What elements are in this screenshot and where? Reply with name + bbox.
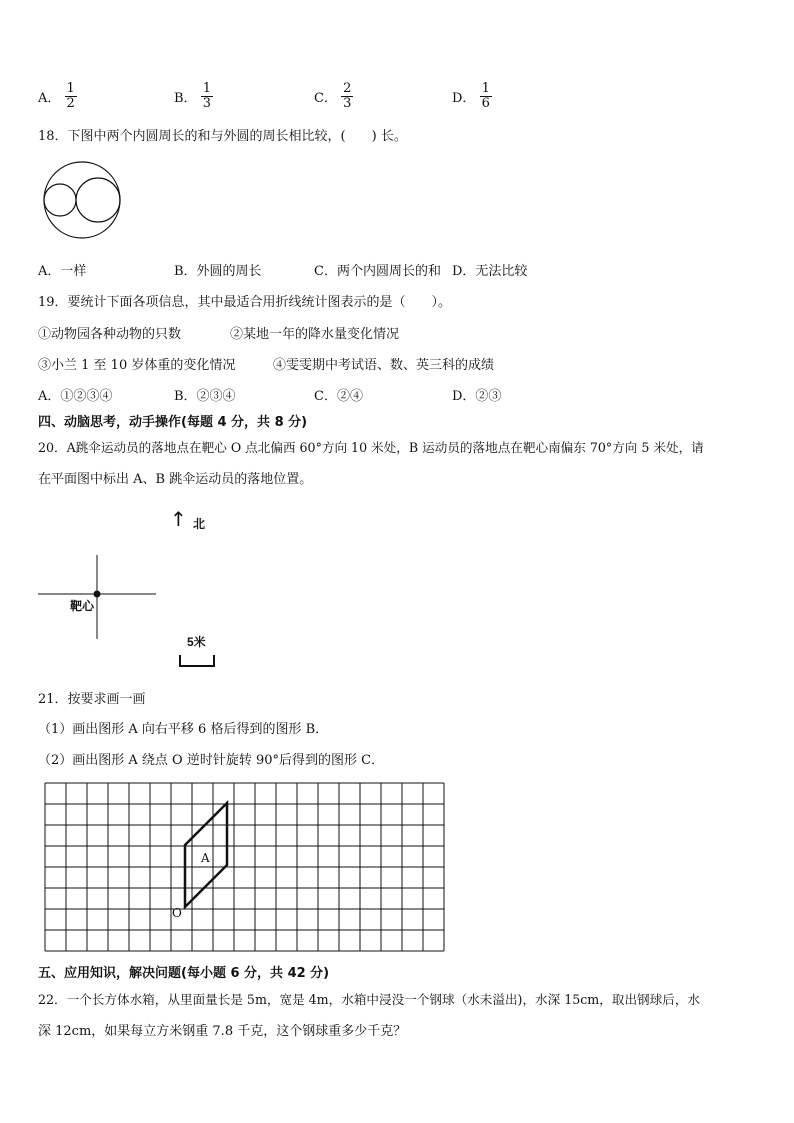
north-arrow-icon: ↑ xyxy=(170,507,187,531)
q17-option-d: D． $\frac{1}{6}$ xyxy=(452,81,490,111)
q22-line-1: 22．一个长方体水箱，从里面量长是 5m，宽是 4m，水箱中浸没一个钢球（水未溢出)，水深 15cm，取出钢球后，水 xyxy=(38,992,701,1007)
q19-stem: 19．要统计下面各项信息，其中最适合用折线统计图表示的是（ ）。 xyxy=(38,295,452,310)
q17-options xyxy=(38,76,598,118)
fraction: $\frac{1}{2}$ xyxy=(66,81,75,111)
fraction: $\frac{1}{6}$ xyxy=(481,81,490,111)
q20-line-2: 在平面图中标出 A、B 跳伞运动员的落地位置。 xyxy=(38,472,313,487)
q20-line-1: 20．A跳伞运动员的落地点在靶心 O 点北偏西 60°方向 10 米处，B 运动员的落地点在靶心南偏东 70°方向 5 米处，请 xyxy=(38,440,704,455)
q17-option-a: A． $\frac{1}{2}$ xyxy=(38,81,75,111)
q21-grid-figure xyxy=(44,782,446,952)
q21-part-2: （2）画出图形 A 绕点 O 逆时针旋转 90°后得到的图形 C． xyxy=(38,753,385,768)
q21-part-1: （1）画出图形 A 向右平移 6 格后得到的图形 B． xyxy=(38,722,329,737)
fraction: $\frac{1}{3}$ xyxy=(202,81,211,111)
target-center-label: 靶心 xyxy=(70,599,95,613)
grid xyxy=(45,783,444,951)
inner-circle-small xyxy=(44,184,76,216)
q19-option-b: B．②③④ xyxy=(174,389,236,404)
q18-circles-figure xyxy=(40,158,126,244)
q19-item-3: ③小兰 1 至 10 岁体重的变化情况 xyxy=(38,358,236,373)
fraction: $\frac{2}{3}$ xyxy=(343,81,352,111)
q19-item-2: ②某地一年的降水量变化情况 xyxy=(230,327,400,342)
q17-option-c: C． $\frac{2}{3}$ xyxy=(314,81,352,111)
section-5-heading: 五、应用知识，解决问题(每小题 6 分，共 42 分) xyxy=(38,966,330,981)
section-4-heading: 四、动脑思考，动手操作(每题 4 分，共 8 分) xyxy=(38,415,308,430)
q18-option-c: C．两个内圆周长的和 xyxy=(314,264,441,279)
shape-a-label: A xyxy=(201,851,210,865)
q22-line-2: 深 12cm，如果每立方米钢重 7.8 千克，这个钢球重多少千克？ xyxy=(38,1024,407,1039)
q19-option-c: C．②④ xyxy=(314,389,363,404)
target-crosshair xyxy=(36,505,236,675)
q18-option-d: D．无法比较 xyxy=(452,264,528,279)
q20-map-figure xyxy=(36,505,236,675)
q19-option-a: A．①②③④ xyxy=(38,389,113,404)
target-center-dot xyxy=(94,591,101,598)
q17-option-b: B． $\frac{1}{3}$ xyxy=(174,81,211,111)
inner-circle-large xyxy=(76,178,120,222)
north-label: 北 xyxy=(193,517,206,531)
q19-item-1: ①动物园各种动物的只数 xyxy=(38,327,182,342)
scale-label: 5米 xyxy=(187,635,206,649)
q21-stem: 21．按要求画一画 xyxy=(38,692,146,707)
q18-option-a: A．一样 xyxy=(38,264,87,279)
q19-item-4: ④雯雯期中考试语、数、英三科的成绩 xyxy=(273,358,495,373)
q19-option-d: D．②③ xyxy=(452,389,502,404)
scale-bar xyxy=(180,655,214,666)
q18-stem: 18．下图中两个内圆周长的和与外圆的周长相比较，( ) 长。 xyxy=(38,129,407,144)
q18-option-b: B．外圆的周长 xyxy=(174,264,262,279)
point-o-label: O xyxy=(172,906,182,920)
outer-circle xyxy=(44,162,120,238)
